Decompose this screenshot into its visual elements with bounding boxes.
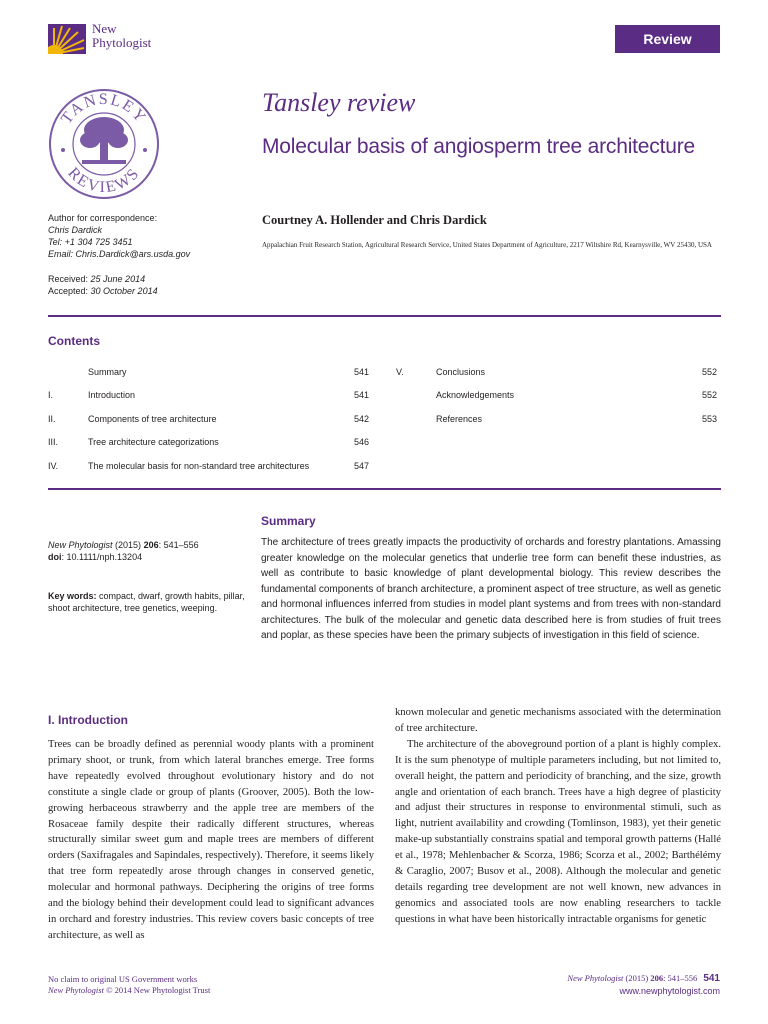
toc-label: Summary [88, 367, 127, 377]
citation-year: (2015) [112, 540, 144, 550]
toc-num: V. [396, 367, 404, 377]
toc-page: 553 [702, 414, 718, 424]
journal-website-link[interactable]: www.newphytologist.com [619, 986, 720, 996]
keywords-label: Key words: [48, 591, 97, 601]
footer-cit-pages: : 541–556 [663, 973, 698, 983]
footer-journal: New Phytologist [48, 985, 104, 995]
footer-cit-volume: 206 [650, 973, 664, 983]
summary-heading: Summary [261, 514, 316, 528]
correspondence-name: Chris Dardick [48, 225, 103, 235]
received-label: Received: [48, 274, 91, 284]
correspondence-tel: Tel: +1 304 725 3451 [48, 237, 133, 247]
accepted-label: Accepted: [48, 286, 91, 296]
article-title: Molecular basis of angiosperm tree architecture [262, 135, 695, 158]
introduction-column-1 [48, 737, 374, 944]
toc-page: 552 [702, 390, 718, 400]
toc-label: Conclusions [436, 367, 486, 377]
toc-label: The molecular basis for non-standard tree architectures [88, 461, 310, 471]
journal-logo-text[interactable] [92, 22, 151, 50]
affiliation: Appalachian Fruit Research Station, Agricultural Research Service, United States Department of Agriculture, 2217 Wiltshire Rd, Kearnysville, WV 25430, USA [262, 241, 712, 249]
intro-paragraph-1: Trees can be broadly defined as perennial woody plants with a prominent primary shoot, or trunk, from which lateral branches emerge. Tree forms have repeatedly evolved throughout evolutionary history and do not constitute a single clade or group of plants (Groover, 2005). Both the low-growing herbaceous strawberry and the apple tree are members of the Rosaceae family despite their radically different structures, whereas structurally similar sweet gum and maple trees are members of different orders (Saxifragales and Sapindales, respectively). Therefore, it seems likely that tree form repeatedly arose through changes in conserved genetic, molecular and hormonal pathways. Deciphering the origins of tree forms and the biology behind their development could lead to significant advances in orchard and forestry industries. This review covers basic concepts of tree architecture, as well as [48, 739, 374, 941]
summary-text: The architecture of trees greatly impacts the productivity of orchards and forestry plantations. Amassing greater knowledge on the molecular genetics that underlie tree form can benefit these industries, as well as contribute to basic knowledge of plant developmental biology. This review describes the fundamental components of branch architecture, a prominent aspect of tree structure, as well as genetic and hormonal influences inferred from studies in model plant systems and from trees with non-standard architectures. The bulk of the molecular and genetic data described here is from studies of fruit trees and poplar, as these species have been the primary subjects of investigation in this field of science. [261, 537, 721, 641]
toc-item[interactable] [0, 436, 768, 448]
toc-label: Tree architecture categorizations [88, 437, 219, 447]
intro-paragraph-2: known molecular and genetic mechanisms associated with the determination of tree architecture. [395, 707, 721, 734]
new-phytologist-logo-icon [48, 24, 86, 54]
toc-page: 546 [354, 437, 370, 447]
footer-copyright [48, 974, 210, 996]
footer-line-1: No claim to original US Government works [48, 974, 198, 984]
toc-page: 552 [702, 367, 718, 377]
toc-label: Introduction [88, 390, 136, 400]
footer-cit-year: (2015) [623, 973, 651, 983]
divider-top [48, 315, 721, 317]
keywords-block [48, 590, 248, 614]
correspondence-block [48, 212, 190, 260]
correspondence-label: Author for correspondence: [48, 213, 158, 223]
toc-label: Acknowledgements [436, 390, 515, 400]
toc-num: I. [48, 390, 54, 400]
divider-bottom [48, 488, 721, 490]
footer-citation [567, 972, 720, 997]
logo-line-2: Phytologist [92, 35, 152, 50]
toc-page: 542 [354, 414, 370, 424]
seal-bottom-text: REVIEWS [64, 164, 144, 197]
citation-journal: New Phytologist [48, 540, 113, 550]
toc-item[interactable] [0, 413, 768, 425]
toc-num: IV. [48, 461, 59, 471]
contents-heading: Contents [48, 334, 100, 348]
section-tab-review: Review [615, 25, 720, 53]
received-date: 25 June 2014 [90, 274, 146, 284]
toc-num: III. [48, 437, 59, 447]
page-number: 541 [703, 973, 720, 984]
toc-page: 547 [354, 461, 370, 471]
tansley-reviews-seal-icon [48, 88, 160, 200]
doi-label: doi [48, 552, 62, 562]
authors: Courtney A. Hollender and Chris Dardick [262, 213, 487, 227]
introduction-heading: I. Introduction [48, 713, 128, 727]
toc-page: 541 [354, 390, 370, 400]
toc-item[interactable] [0, 460, 768, 472]
dates-block [48, 273, 158, 297]
citation-volume: 206 [143, 540, 159, 550]
toc-item[interactable] [0, 366, 768, 378]
citation-pages: : 541–556 [158, 540, 199, 550]
logo-line-1: New [92, 21, 117, 36]
keywords-text: compact, dwarf, growth habits, pillar, shoot architecture, tree genetics, weeping. [48, 591, 245, 613]
intro-paragraph-3: The architecture of the aboveground portion of a plant is highly complex. It is the sum phenotype of multiple parameters including, but not limited to, overall height, the pattern and periodicity of branching, and the size, growth angle and orientation of each branch. Trees have a high degree of plasticity and adjust their structures in response to environmental stimuli, such as light, nutrient availability and crowding (Tomlinson, 1983), yet their genetic make-up substantially constrains spatial and temporal growth patterns (Hallé et al., 1978; Mehlenbacher & Scorza, 1986; Scorza et al., 2002; Barthélémy & Caraglio, 2007; Busov et al., 2008). Although the molecular and genetic details regarding tree development are not well known, new advances in genomics and associated tools are now enabling researchers to tackle questions in what have been historically intractable organisms for genetic [395, 738, 721, 925]
seal-top-text: TANSLEY [58, 90, 150, 128]
series-title: Tansley review [262, 88, 416, 117]
footer-cit-journal: New Phytologist [567, 973, 624, 983]
toc-num: II. [48, 414, 56, 424]
accepted-date: 30 October 2014 [90, 286, 158, 296]
doi-value[interactable]: : 10.1111/nph.13204 [61, 552, 143, 562]
citation-block [48, 539, 199, 563]
introduction-column-2 [395, 705, 721, 928]
toc-label: References [436, 414, 483, 424]
correspondence-email[interactable]: Email: Chris.Dardick@ars.usda.gov [48, 249, 191, 259]
toc-page: 541 [354, 367, 370, 377]
footer-copyright-text: © 2014 New Phytologist Trust [103, 985, 211, 995]
journal-header [0, 0, 768, 60]
toc-item[interactable] [0, 389, 768, 401]
toc-label: Components of tree architecture [88, 414, 217, 424]
